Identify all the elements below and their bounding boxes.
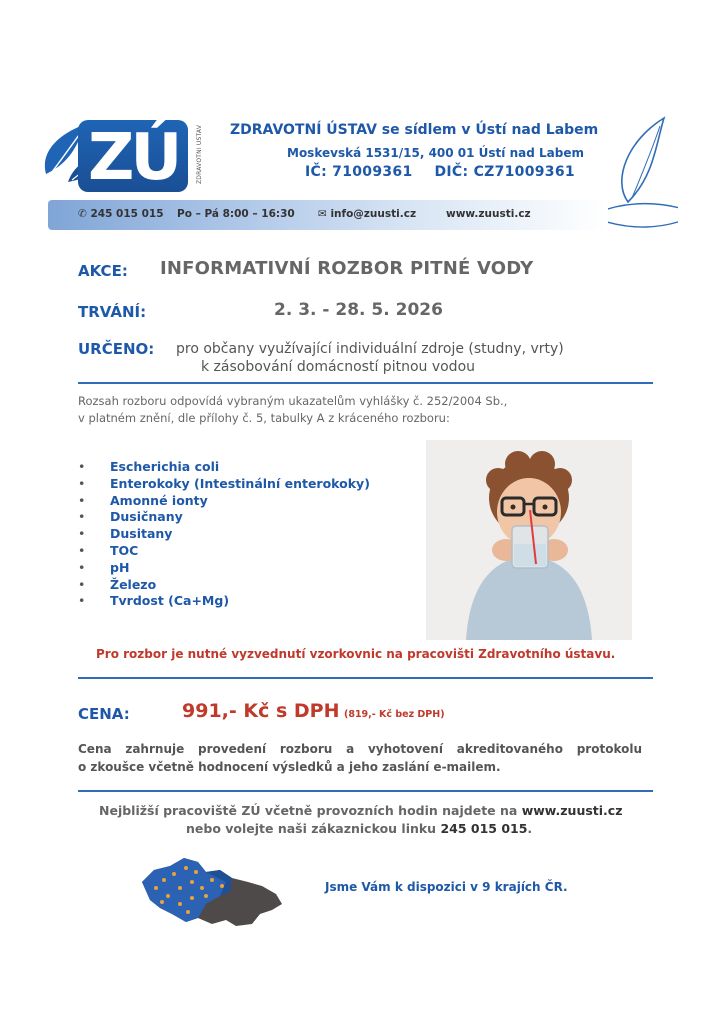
logo-vertical-text: ZDRAVOTNÍ ÚSTAV xyxy=(196,124,203,184)
child-drinking-water-photo xyxy=(426,440,632,640)
list-item: • Tvrdost (Ca+Mg) xyxy=(78,593,418,610)
price-description xyxy=(78,740,642,776)
footer-line-1 xyxy=(99,803,623,818)
price-without-vat: (819,- Kč bez DPH) xyxy=(344,709,445,720)
contact-web[interactable]: www.zuusti.cz xyxy=(446,208,531,220)
list-item: • Železo xyxy=(78,577,418,594)
footer-web-link[interactable]: www.zuusti.cz xyxy=(521,803,623,818)
logo-text: ZÚ xyxy=(88,121,179,195)
list-item: • Escherichia coli xyxy=(78,459,418,476)
divider xyxy=(78,382,653,384)
header-leaves-icon xyxy=(598,110,678,240)
price-description-line-2: o zkoušce včetně hodnocení výsledků a jeho zaslání e-mailem. xyxy=(78,760,501,774)
description-line-1: Rozsah rozboru odpovídá vybraným ukazatelům vyhlášky č. 252/2004 Sb., xyxy=(78,394,508,408)
price-description-line-1: Cena zahrnuje provedení rozboru a vyhotovení akreditovaného protokolu xyxy=(78,742,642,756)
description-line-2: v platném znění, dle přílohy č. 5, tabulky A z kráceného rozboru: xyxy=(78,411,450,425)
parameter-list xyxy=(78,459,418,610)
ic-number: IČ: 71009361 xyxy=(305,164,413,180)
organization-address: Moskevská 1531/15, 400 01 Ústí nad Labem xyxy=(287,146,584,160)
urceno-line-2: k zásobování domácností pitnou vodou xyxy=(201,359,476,375)
footer-line-2-end: . xyxy=(527,821,533,836)
list-item: • Dusičnany xyxy=(78,509,418,526)
list-item: • Amonné ionty xyxy=(78,493,418,510)
contact-hours: Po – Pá 8:00 – 16:30 xyxy=(177,208,295,220)
footer-phone[interactable]: 245 015 015 xyxy=(440,821,528,836)
organization-ids xyxy=(305,164,575,180)
cena-label: CENA: xyxy=(78,705,130,723)
list-item: • Enterokoky (Intestinální enterokoky) xyxy=(78,476,418,493)
organization-name: ZDRAVOTNÍ ÚSTAV se sídlem v Ústí nad Labem xyxy=(230,122,599,138)
analysis-description xyxy=(78,393,548,427)
akce-label: AKCE: xyxy=(78,262,128,280)
event-title: INFORMATIVNÍ ROZBOR PITNÉ VODY xyxy=(160,258,534,279)
list-item: • pH xyxy=(78,560,418,577)
event-dates: 2. 3. - 28. 5. 2026 xyxy=(274,300,443,320)
contact-phone[interactable]: ✆ 245 015 015 xyxy=(78,208,164,220)
regions-availability-text: Jsme Vám k dispozici v 9 krajích ČR. xyxy=(325,880,568,894)
footer-line-2-text: nebo volejte naši zákaznickou linku xyxy=(186,821,441,836)
footer-line-2 xyxy=(186,821,532,836)
urceno-line-1: pro občany využívající individuální zdroje (studny, vrty) xyxy=(176,341,564,357)
divider xyxy=(78,677,653,679)
sample-kit-note: Pro rozbor je nutné vyzvednutí vzorkovnic na pracovišti Zdravotního ústavu. xyxy=(96,647,616,661)
list-item: • TOC xyxy=(78,543,418,560)
price-with-vat: 991,- Kč s DPH xyxy=(182,700,340,722)
contact-email[interactable]: ✉ info@zuusti.cz xyxy=(318,208,417,220)
dic-number: DIČ: CZ71009361 xyxy=(434,164,575,180)
czech-regions-map-icon xyxy=(136,852,286,932)
footer-line-1-text: Nejbližší pracoviště ZÚ včetně provozních hodin najdete na xyxy=(99,803,522,818)
trvani-label: TRVÁNÍ: xyxy=(78,303,147,321)
divider xyxy=(78,790,653,792)
urceno-label: URČENO: xyxy=(78,340,155,358)
list-item: • Dusitany xyxy=(78,526,418,543)
